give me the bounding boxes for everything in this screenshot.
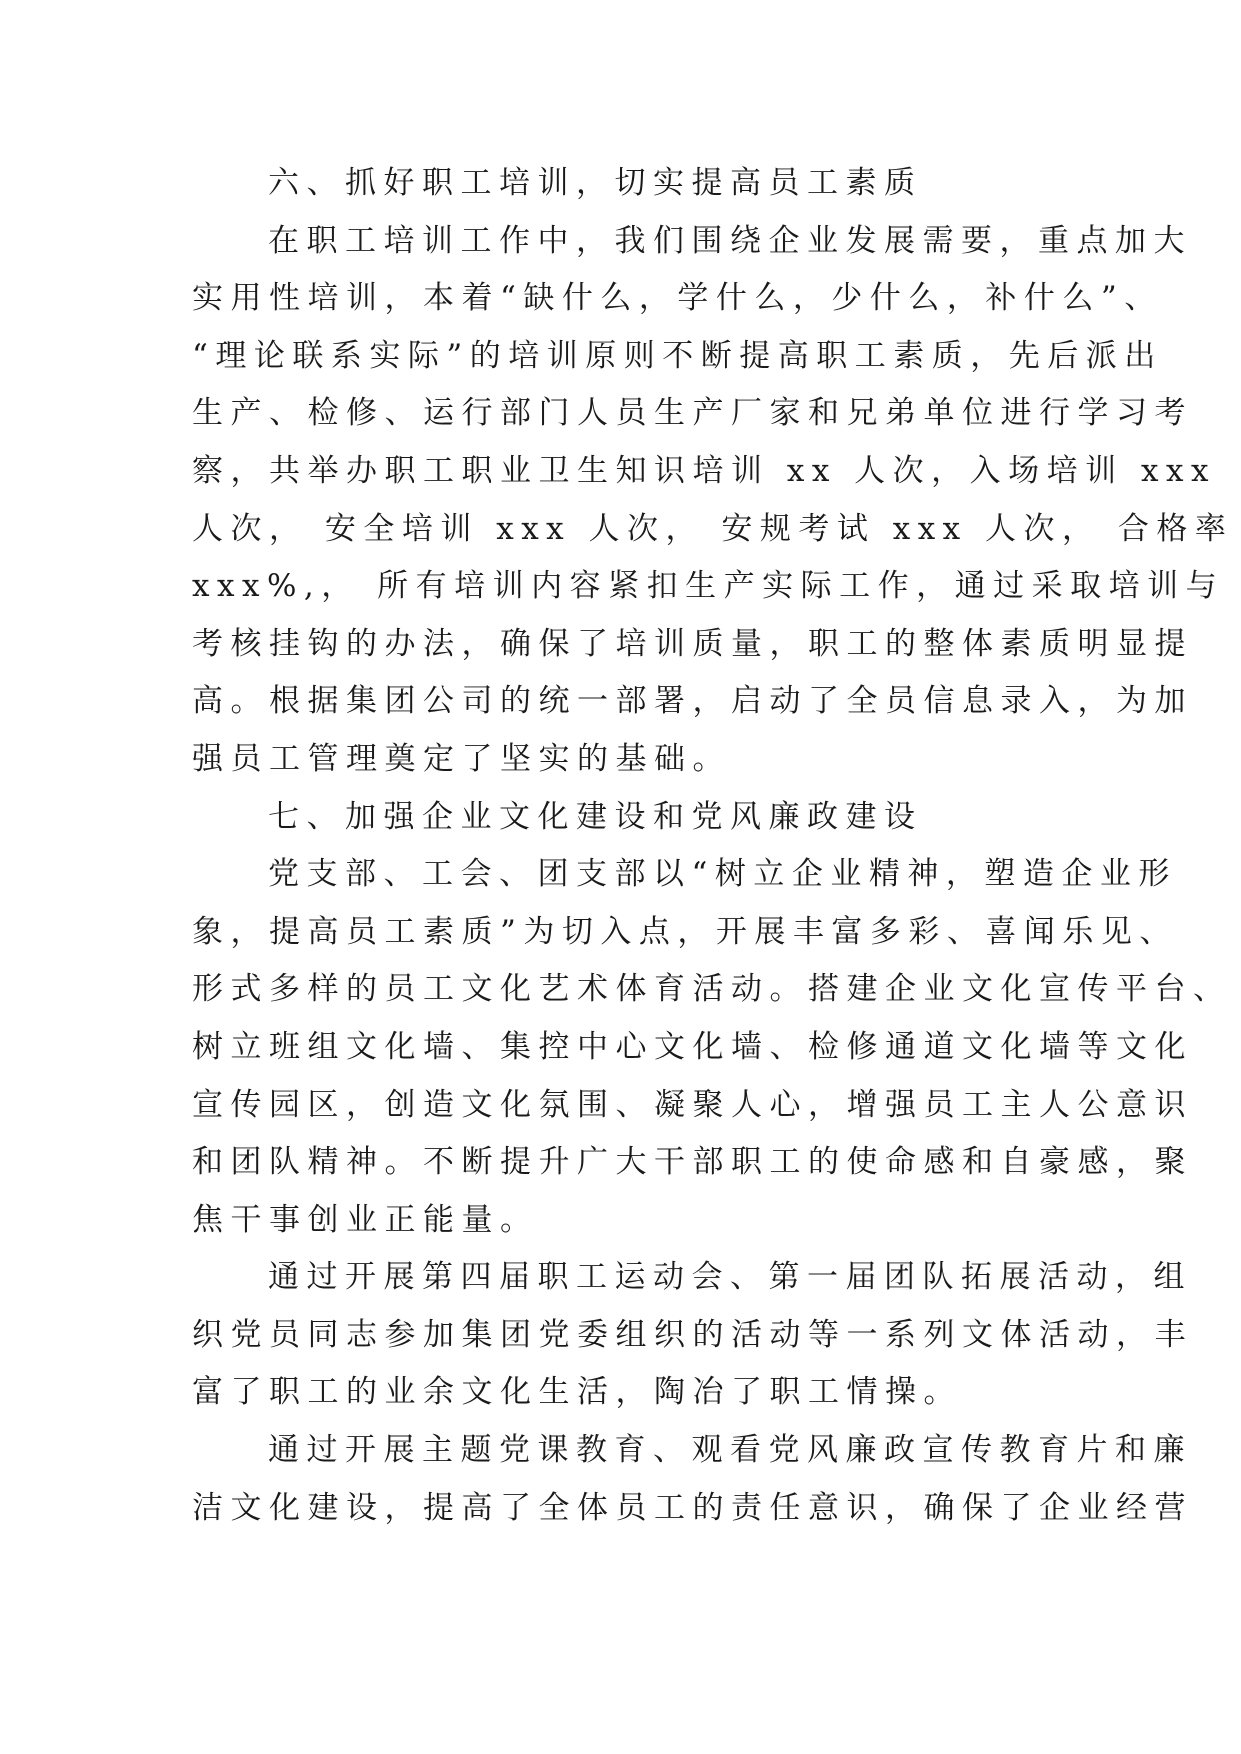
text-line: 考核挂钩的办法，确保了培训质量，职工的整体素质明显提 [192,625,1193,662]
text-line: 生产、检修、运行部门人员生产厂家和兄弟单位进行学习考 [192,395,1193,432]
text-line: 焦干事创业正能量。 [192,1201,539,1238]
text-line: 和团队精神。不断提升广大干部职工的使命感和自豪感，聚 [192,1144,1193,1181]
section-heading-seven [192,789,1052,847]
paragraph-culture [192,846,1232,1249]
text-line: 实用性培训，本着“缺什么，学什么，少什么，补什么”、 [192,280,1163,317]
text-line: 树立班组文化墙、集控中心文化墙、检修通道文化墙等文化 [192,1028,1193,1065]
heading-text: 七、加强企业文化建设和党风廉政建设 [268,798,923,835]
text-line: 织党员同志参加集团党委组织的活动等一系列文体活动，丰 [192,1316,1193,1353]
text-line: “理论联系实际”的培训原则不断提高职工素质，先后派出 [192,337,1163,374]
text-line: 通过开展第四届职工运动会、第一届团队拓展活动，组 [268,1259,1192,1296]
text-line: 宣传园区，创造文化氛围、凝聚人心，增强员工主人公意识 [192,1086,1193,1123]
text-line: 通过开展主题党课教育、观看党风廉政宣传教育片和廉 [268,1432,1192,1469]
text-line: 党支部、工会、团支部以“树立企业精神，塑造企业形 [268,856,1177,893]
text-line: 富了职工的业余文化生活，陶冶了职工情操。 [192,1374,962,1411]
text-line: 在职工培训工作中，我们围绕企业发展需要，重点加大 [268,222,1192,259]
text-line: 洁文化建设，提高了全体员工的责任意识，确保了企业经营 [192,1489,1193,1526]
text-line: 人次， 安全培训 xxx 人次， 安规考试 xxx 人次， 合格率 [192,510,1234,547]
paragraph-training [192,213,1234,789]
paragraph-party-education [192,1422,1193,1537]
document-body [192,155,1234,1537]
text-line [192,155,1052,213]
text-line: 强员工管理奠定了坚实的基础。 [192,740,731,777]
text-line: 察，共举办职工职业卫生知识培训 xx 人次，入场培训 xxx [192,452,1216,489]
text-line: xxx%,， 所有培训内容紧扣生产实际工作，通过采取培训与 [192,568,1225,605]
text-line: 象，提高员工素质”为切入点，开展丰富多彩、喜闻乐见、 [192,913,1178,950]
text-line [192,789,1052,847]
text-line: 形式多样的员工文化艺术体育活动。搭建企业文化宣传平台、 [192,971,1232,1008]
section-heading-six [192,155,1052,213]
paragraph-activities [192,1249,1193,1422]
heading-text: 六、抓好职工培训，切实提高员工素质 [268,165,923,201]
text-line: 高。根据集团公司的统一部署，启动了全员信息录入，为加 [192,683,1193,720]
